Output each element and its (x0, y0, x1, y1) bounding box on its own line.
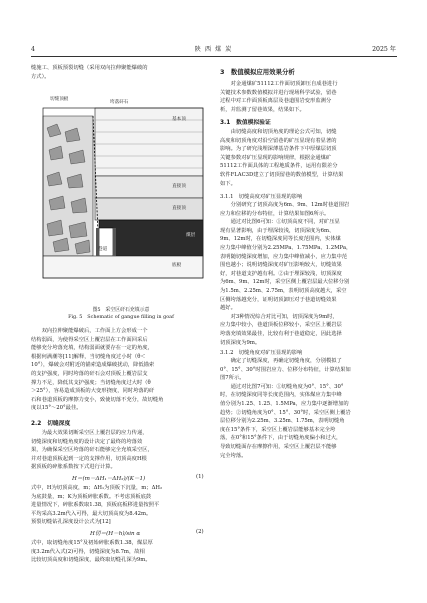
label-roadway: 巷道 (98, 247, 108, 252)
section-2-2-heading: 2.2 切缝深度 (31, 421, 71, 427)
label-immediate-roof-2: 直接顶 (172, 206, 186, 211)
equation-1-number: (1) (196, 474, 204, 480)
left-mid-paragraph: 双向拉伸聚能爆破后，工作面上方会形成一个 结构弱面，为使得采空区上覆岩层在工作面回采后 能够充分垮落充填，结构弱面就要存在一定的角度， 根据何满潮等[11]解释，当切缝角度过小时（θ＜ 10°），爆破会对附近的锚索造成爆破扰动，降低锚索 的支护强度，同时垮落的矸石会对顶板上覆岩层支 撑力不足，降低其支护强度；当切缝角度过大时（θ ＞25°），容易造成顶板的大变形挠度，同时垮落的矸 石和巷道顶板的摩擦力变小，致使切落不充分，故切缝角 度以15°～20°最佳。 (31, 328, 164, 412)
journal-title: 陕 西 煤 炭 (194, 46, 233, 53)
label-floor: 底板 (172, 263, 182, 268)
page-number: 4 (31, 46, 35, 53)
section-3-1-paragraph: 由切缝高度和切顶角度的理论公式可知，切缝 高度和切顶角度对沿空留巷的矿压显现有着显著的 影响。为了研究浅埋深薄基岩条件下中厚煤层切顶 关键参数对矿压显现的影响规律，根据金通煤矿 51112工作面具体的工程地质条件，运用有限差分 软件FLAC3D建立了切顶留巷的数值模型，计算结果 如下。 (220, 129, 344, 187)
equation-1-explanation: 式中，H为切顶高度，m；ΔH₁为顶板下沉量，m；ΔH₂ 为底鼓量，m；K为顶板碎胀系数。不考虑顶板底鼓 进量情况下，碎胀系数取1.38，顶板底板移进量按照平 平均采高3.2m代入可得，最大切顶高度为8.42m。 预裂切缝钻孔深度设计公式为[12] (31, 485, 163, 526)
equation-2-explanation: 式中，取切缝角度15°及初始碎胀系数1.38，煤层厚 度3.2m代入式(2)可得，切缝深度为8.7m，故相 比较切顶高度和切缝深度，最终取切缝孔深为9m。 (31, 540, 153, 564)
year: 2025 年 (372, 46, 396, 53)
section-3-heading: 3 数值模拟应用效果分析 (220, 68, 295, 76)
header-rule (31, 56, 397, 57)
section-3-1-1-paragraph: 分别研究了切顶高度为6m、9m、12m时巷道围岩 应力和位移的分布特征，计算结果如图6所示。 通过对比图6可知：①切顶高度不同，对矿压显 现有显著影响，由于埋深较浅，切顶深度为6m、 9m、12m时，在切缝深度同等长度范围内，实体煤 应力集中峰值分别为2.25MPa、1.75MPa、1.2MPa， 表明随切缝深度增加，应力集中峰值减小，应力集中范 围也越小；说明切缝深度对矿压影响较大，切缝效果 好，对巷道支护越有利。②由于埋深较浅，切顶深度 为6m、9m、12m时，采空区侧上覆岩层最大位移分别 为1.5m、2.25m、2.75m，表明切顶高度越大，采空 区侧垮落越充分，证明切顶卸压对于巷道切缝效果 越好。 对3种情况综合对比可知，切顶深度为9m时， 应力集中较小，巷道顶板位移较小，采空区上覆岩层 垮落充填效果最佳，比较有利于巷道稳定，因此选择 切顶深度为9m。 (220, 202, 352, 346)
section-2-2-paragraph: 为最大效果切断采空区上覆岩层的应力传递， 切缝深度和切缝角度的设计决定了最终的垮落效 果，为确保采空区垮落的矸石能够完全充填采空区， 并对巷道顶板起到一定的支撑作用，切顶高度H根 据顶板的碎胀系数按下式进行计算。 (31, 430, 153, 471)
label-basic-roof: 基本顶 (172, 117, 186, 122)
section-3-1-2-paragraph: 确定了切缝深度，再确定切缝角度，分别模拟了 0°、15°、30°时围岩应力、位移分布特征，计算结果如 图7所示。 通过对比图7可知：①切缝角度为0°、15°、30° 时，在切缝深度同等长度范围内，实体煤应力集中峰 值分别为1.25、1.25、1.5MPa，应力集中逐渐增加的 趋势；②切缝角度为0°、15°、30°时，采空区侧上覆岩 层位移分别为2.25m、3.25m、1.75m，表明切缝角 度在15°条件下，采空区上覆岩层能够基本完全垮 落，在0°和15°条件下，由于切缝角度偏小和过大， 导致切缝面存在摩擦作用，采空区上覆岩层不能够 完全垮落。 (220, 358, 351, 459)
label-gangue: 垮落矸石 (110, 100, 129, 105)
label-cut-roof: 切缝顶板 (50, 97, 69, 102)
section-3-1-1-heading: 3.1.1 切缝高度对矿压显现的影响 (220, 194, 303, 200)
figure-caption-cn: 图5 采空区矸石充填示意 (92, 307, 150, 313)
equation-2: H切＝(H－h)/sin α (90, 531, 141, 537)
section-3-paragraph: 对金通煤矿51112工作面切顶卸压自成巷进行 关键技术参数数值模拟并进行现场科学试验，留巷 过程中对工作面顶板离层及巷道围岩变形监测分 析，并监测了留巷效果，结果如下。 (220, 81, 338, 113)
left-top-paragraph: 缝施工、顶板预裂切缝（采用双向拉伸聚能爆破的 方式）。 (31, 65, 148, 80)
equation-1: H＝(m－ΔH₁－ΔH₂)/(K－1) (72, 476, 146, 482)
section-3-1-2-heading: 3.1.2 切缝角度对矿压显现的影响 (220, 350, 303, 356)
label-immediate-roof-1: 直接顶 (172, 184, 186, 189)
label-coal-seam: 煤层 (186, 233, 196, 238)
figure-caption-en: Fig. 5 Schematic of gangue filling in goaf (68, 314, 174, 320)
equation-2-number: (2) (196, 529, 204, 535)
section-3-1-heading: 3.1 数值模拟验证 (220, 120, 271, 126)
